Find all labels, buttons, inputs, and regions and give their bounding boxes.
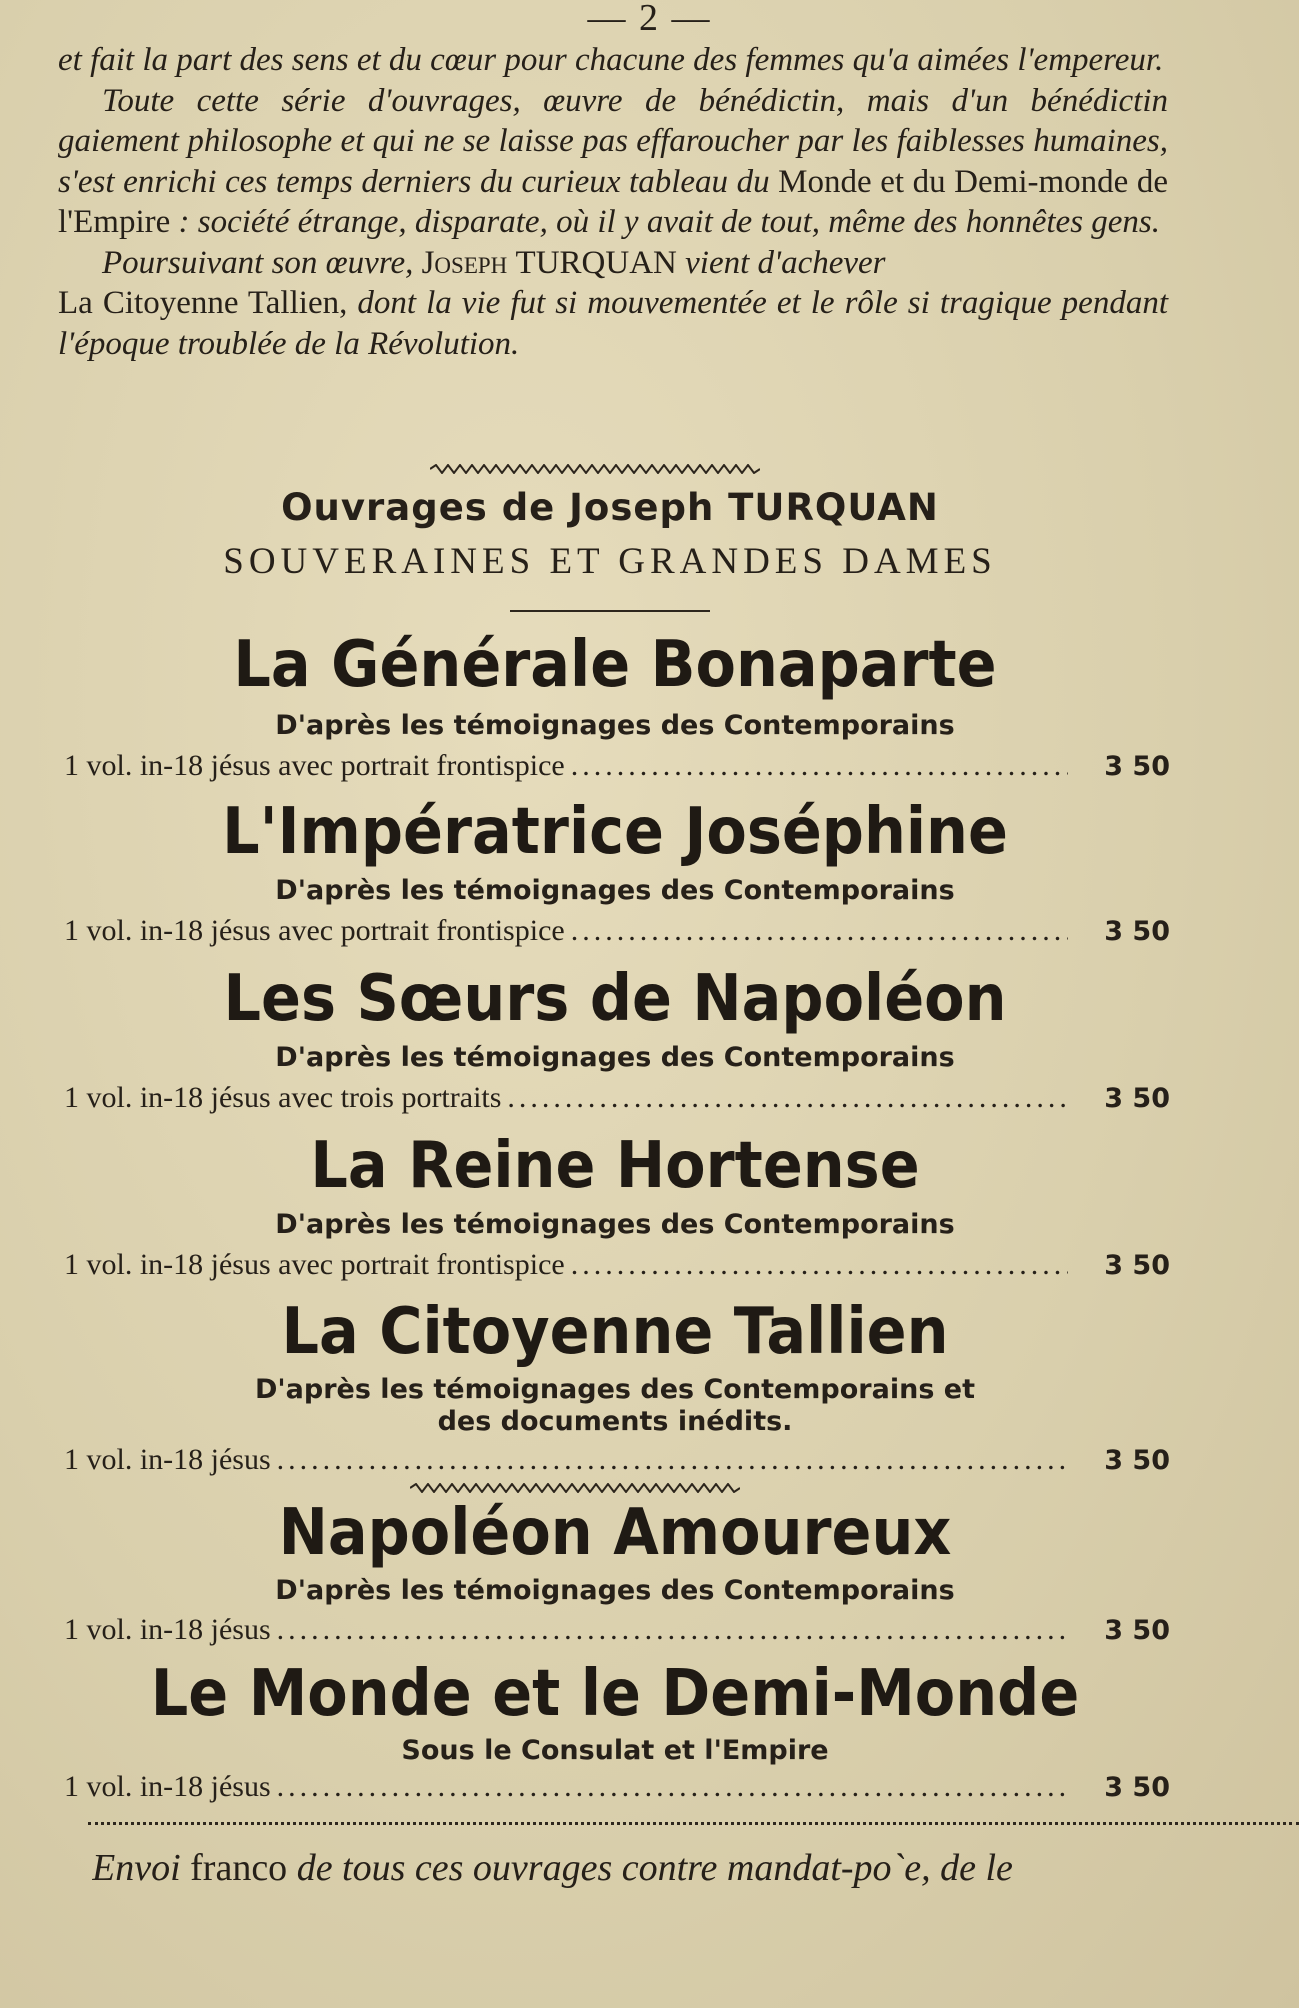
intro-book-reference: La Citoyenne Tallien, <box>58 285 348 321</box>
catalog-series: SOUVERAINES ET GRANDES DAMES <box>223 541 997 582</box>
author-last-name: TURQUAN <box>515 244 677 281</box>
book-subtitle: D'après les témoignages des Contemporains et <box>254 1374 976 1405</box>
book-price-line <box>64 1443 1170 1477</box>
book-price: 3 50 <box>1104 916 1170 947</box>
book-title: La Citoyenne Tallien <box>281 1295 949 1369</box>
book-format: 1 vol. in-18 jésus avec portrait frontispice <box>64 749 565 782</box>
book-price-line <box>64 1081 1170 1115</box>
dot-leader <box>571 749 1069 783</box>
page-number: — 2 — <box>587 0 712 39</box>
book-price-line <box>64 749 1170 783</box>
book-format: 1 vol. in-18 jésus avec trois portraits <box>64 1081 502 1114</box>
footer-text: Envoi franco de tous ces ouvrages contre mandat-po`e, de le <box>92 1847 1013 1889</box>
intro-paragraph-1: et fait la part des sens et du cœur pour chacune des femmes qu'a aimées l'empereur. <box>58 42 1164 78</box>
book-title: L'Impératrice Joséphine <box>222 795 1008 869</box>
book-price: 3 50 <box>1104 1083 1170 1114</box>
book-price-line <box>64 1613 1170 1647</box>
book-subtitle-continued: des documents inédits. <box>437 1406 793 1437</box>
book-price: 3 50 <box>1104 1615 1170 1646</box>
intro-paragraph-2: Toute cette série d'ouvrages, œuvre de bénédictin, mais d'un bénédictin gaiement philosophe et qui ne se laisse pas effaroucher par les faiblesses humaines, s'est enrichi ces temps derniers du curieux tableau du Monde et du Demi-monde de l'Empire : société étrange, disparate, où il y avait de tout, même des honnêtes gens. <box>58 82 1168 240</box>
book-title: Napoléon Amoureux <box>278 1496 952 1570</box>
book-format: 1 vol. in-18 jésus <box>64 1443 271 1476</box>
book-subtitle: D'après les témoignages des Contemporains <box>275 710 955 741</box>
heading-rule <box>510 610 710 612</box>
book-title: La Générale Bonaparte <box>233 628 997 702</box>
catalog-heading: Ouvrages de Joseph TURQUAN <box>281 486 939 529</box>
book-price: 3 50 <box>1104 1772 1170 1803</box>
dot-leader <box>277 1613 1069 1647</box>
book-title: La Reine Hortense <box>310 1129 920 1203</box>
dot-leader <box>571 1248 1069 1282</box>
dot-leader <box>277 1443 1069 1477</box>
dot-leader <box>277 1770 1069 1804</box>
footer-rule <box>88 1822 1299 1825</box>
book-subtitle: D'après les témoignages des Contemporains <box>275 1575 955 1606</box>
dot-leader <box>571 914 1069 948</box>
intro-upright-title: Monde et du Demi-monde de l'Empire <box>58 163 1168 240</box>
intro-paragraph-3: Poursuivant son œuvre, Joseph TURQUAN vient d'achever La Citoyenne Tallien, dont la vie fut si mouvementée et le rôle si tragique pendant l'époque troublée de la Révolution. <box>58 244 1168 362</box>
book-subtitle: D'après les témoignages des Contemporains <box>275 1042 955 1073</box>
book-subtitle: Sous le Consulat et l'Empire <box>401 1735 829 1766</box>
book-format: 1 vol. in-18 jésus avec portrait frontispice <box>64 1248 565 1281</box>
dot-leader <box>507 1081 1068 1115</box>
book-subtitle: D'après les témoignages des Contemporains <box>275 875 955 906</box>
squiggle-divider-middle <box>410 1483 740 1493</box>
book-price-line <box>64 1248 1170 1282</box>
book-price-line <box>64 1770 1170 1804</box>
author-first-name: Joseph <box>421 244 508 281</box>
intro-text <box>58 40 1168 364</box>
book-format: 1 vol. in-18 jésus avec portrait frontispice <box>64 914 565 947</box>
book-title: Les Sœurs de Napoléon <box>223 962 1007 1036</box>
book-price-line <box>64 914 1170 948</box>
footer-upright-word: franco <box>190 1847 288 1889</box>
book-price: 3 50 <box>1104 751 1170 782</box>
book-format: 1 vol. in-18 jésus <box>64 1613 271 1646</box>
book-format: 1 vol. in-18 jésus <box>64 1770 271 1803</box>
book-price: 3 50 <box>1104 1445 1170 1476</box>
squiggle-divider-top <box>430 464 760 474</box>
book-price: 3 50 <box>1104 1250 1170 1281</box>
book-subtitle: D'après les témoignages des Contemporains <box>275 1209 955 1240</box>
book-title: Le Monde et le Demi-Monde <box>150 1657 1080 1731</box>
